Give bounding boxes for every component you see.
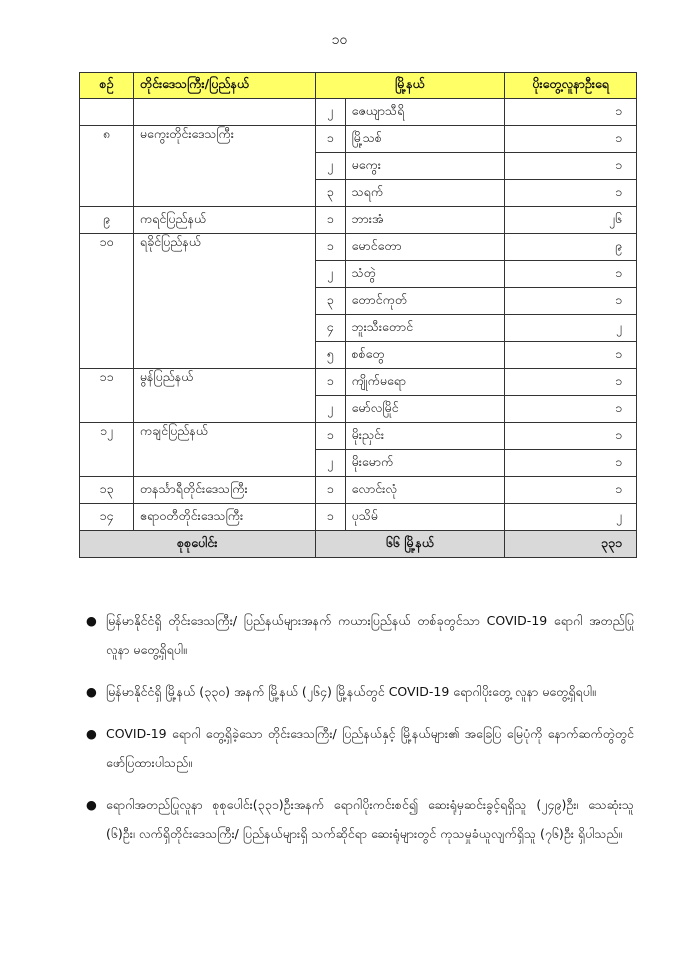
case-count-cell: ၁ — [505, 342, 637, 369]
table-row — [80, 423, 637, 450]
total-townships: ၆၆ မြို့နယ် — [315, 531, 505, 558]
case-count-cell: ၁ — [505, 261, 637, 288]
table-row — [80, 504, 637, 531]
township-no-cell: ၁ — [315, 423, 345, 450]
region-cell: ရခိုင်ပြည်နယ် — [133, 234, 315, 369]
total-case-count: ၃၃၁ — [505, 531, 637, 558]
table-row — [80, 126, 637, 153]
note-text: မြန်မာနိုင်ငံရှိ မြို့နယ် (၃၃၀) အနက် မြို့နယ် (၂၆၄) မြို့နယ်တွင် COVID-19 ရောဂါပိုးတွေ့ လူနာ မတွေ့ရှိရပါ။ — [106, 684, 596, 699]
township-cell: ဘူးသီးတောင် — [345, 315, 505, 342]
bullet-icon: ● — [86, 684, 97, 699]
township-no-cell: ၁ — [315, 504, 345, 531]
township-cell: မြို့သစ် — [345, 126, 505, 153]
case-count-cell: ၂ — [505, 504, 637, 531]
case-count-cell: ၁ — [505, 288, 637, 315]
table-header-row — [80, 73, 637, 99]
serial-no-cell — [80, 99, 134, 126]
note-item — [86, 677, 634, 706]
case-count-cell: ၁ — [505, 126, 637, 153]
case-count-cell: ၉ — [505, 234, 637, 261]
notes-list — [86, 606, 634, 861]
region-cell: မွန်ပြည်နယ် — [133, 369, 315, 423]
header-township: မြို့နယ် — [315, 73, 505, 99]
township-cell: မိုးမောက် — [345, 450, 505, 477]
township-cell: ကျိုက်မရော — [345, 369, 505, 396]
bullet-icon: ● — [86, 797, 97, 812]
serial-no-cell: ၈ — [80, 126, 134, 207]
region-cell: မကွေးတိုင်းဒေသကြီး — [133, 126, 315, 207]
table-row — [80, 369, 637, 396]
note-item — [86, 719, 634, 777]
case-count-cell: ၁ — [505, 423, 637, 450]
table-row — [80, 477, 637, 504]
note-text: မြန်မာနိုင်ငံရှိ တိုင်းဒေသကြီး/ ပြည်နယ်များအနက် ကယားပြည်နယ် တစ်ခုတွင်သာ COVID-19 ရောဂါ အတည်ပြုလူနာ မတွေ့ရှိရပါ။ — [106, 613, 634, 657]
township-no-cell: ၁ — [315, 234, 345, 261]
table-row — [80, 234, 637, 261]
header-region: တိုင်းဒေသကြီး/ပြည်နယ် — [133, 73, 315, 99]
case-count-cell: ၁ — [505, 396, 637, 423]
case-count-cell: ၁ — [505, 450, 637, 477]
case-count-cell: ၁ — [505, 180, 637, 207]
case-count-cell: ၂ — [505, 315, 637, 342]
total-label: စုစုပေါင်း — [80, 531, 316, 558]
bullet-icon: ● — [86, 613, 97, 628]
township-cell: ဇေယျာသီရိ — [345, 99, 505, 126]
case-count-cell: ၁ — [505, 99, 637, 126]
serial-no-cell: ၁၀ — [80, 234, 134, 369]
header-case-count: ပိုးတွေ့လူနာဦးရေ — [505, 73, 637, 99]
township-cell: တောင်ကုတ် — [345, 288, 505, 315]
township-no-cell: ၂ — [315, 261, 345, 288]
township-cell: မောင်တော — [345, 234, 505, 261]
township-cell: စစ်တွေ — [345, 342, 505, 369]
serial-no-cell: ၁၄ — [80, 504, 134, 531]
page-number: ၁၀ — [331, 32, 348, 48]
region-cell: တနင်္သာရီတိုင်းဒေသကြီး — [133, 477, 315, 504]
header-serial-no: စဉ် — [80, 73, 134, 99]
case-count-cell: ၁ — [505, 477, 637, 504]
case-count-cell: ၁ — [505, 153, 637, 180]
township-cell: ဘားအံ — [345, 207, 505, 234]
region-cell — [133, 99, 315, 126]
case-count-cell: ၁ — [505, 369, 637, 396]
township-cell: မိုးညှင်း — [345, 423, 505, 450]
total-row — [80, 531, 637, 558]
note-item — [86, 790, 634, 848]
serial-no-cell: ၁၂ — [80, 423, 134, 477]
township-cell: သံတွဲ — [345, 261, 505, 288]
note-item — [86, 606, 634, 664]
region-cell: ဧရာဝတီတိုင်းဒေသကြီး — [133, 504, 315, 531]
township-no-cell: ၃ — [315, 288, 345, 315]
township-no-cell: ၁ — [315, 369, 345, 396]
serial-no-cell: ၁၃ — [80, 477, 134, 504]
township-no-cell: ၂ — [315, 450, 345, 477]
table-row — [80, 207, 637, 234]
township-cell: သရက် — [345, 180, 505, 207]
township-cell: လောင်းလုံ — [345, 477, 505, 504]
region-cell: ကရင်ပြည်နယ် — [133, 207, 315, 234]
township-no-cell: ၁ — [315, 207, 345, 234]
note-text: ရောဂါအတည်ပြုလူနာ စုစုပေါင်း(၃၃၁)ဦးအနက် ရောဂါပိုးကင်းစင်၍ ဆေးရုံမှဆင်းခွင့်ရရှိသူ (၂၄၉)ဦး၊ သေဆုံးသူ (၆)ဦး၊ လက်ရှိတိုင်းဒေသကြီး/ ပြည်နယ်များရှိ သက်ဆိုင်ရာ ဆေးရုံများတွင် ကုသမှုခံယူလျက်ရှိသူ (၇၆)ဦး ရှိပါသည်။ — [106, 797, 634, 841]
township-case-table — [79, 72, 637, 558]
township-no-cell: ၃ — [315, 180, 345, 207]
township-no-cell: ၁ — [315, 477, 345, 504]
bullet-icon: ● — [86, 726, 97, 741]
township-no-cell: ၅ — [315, 342, 345, 369]
township-no-cell: ၄ — [315, 315, 345, 342]
serial-no-cell: ၉ — [80, 207, 134, 234]
township-no-cell: ၂ — [315, 99, 345, 126]
township-cell: မကွေး — [345, 153, 505, 180]
serial-no-cell: ၁၁ — [80, 369, 134, 423]
township-no-cell: ၁ — [315, 126, 345, 153]
township-no-cell: ၂ — [315, 153, 345, 180]
township-no-cell: ၂ — [315, 396, 345, 423]
case-count-cell: ၂၆ — [505, 207, 637, 234]
township-cell: မော်လမြိုင် — [345, 396, 505, 423]
township-cell: ပုသိမ် — [345, 504, 505, 531]
table-row — [80, 99, 637, 126]
region-cell: ကချင်ပြည်နယ် — [133, 423, 315, 477]
note-text: COVID-19 ရောဂါ တွေ့ရှိခဲ့သော တိုင်းဒေသကြီး/ ပြည်နယ်နှင့် မြို့နယ်များ၏ အခြေပြ မြေပုံကို နောက်ဆက်တွဲတွင် ဖော်ပြထားပါသည်။ — [106, 726, 634, 770]
